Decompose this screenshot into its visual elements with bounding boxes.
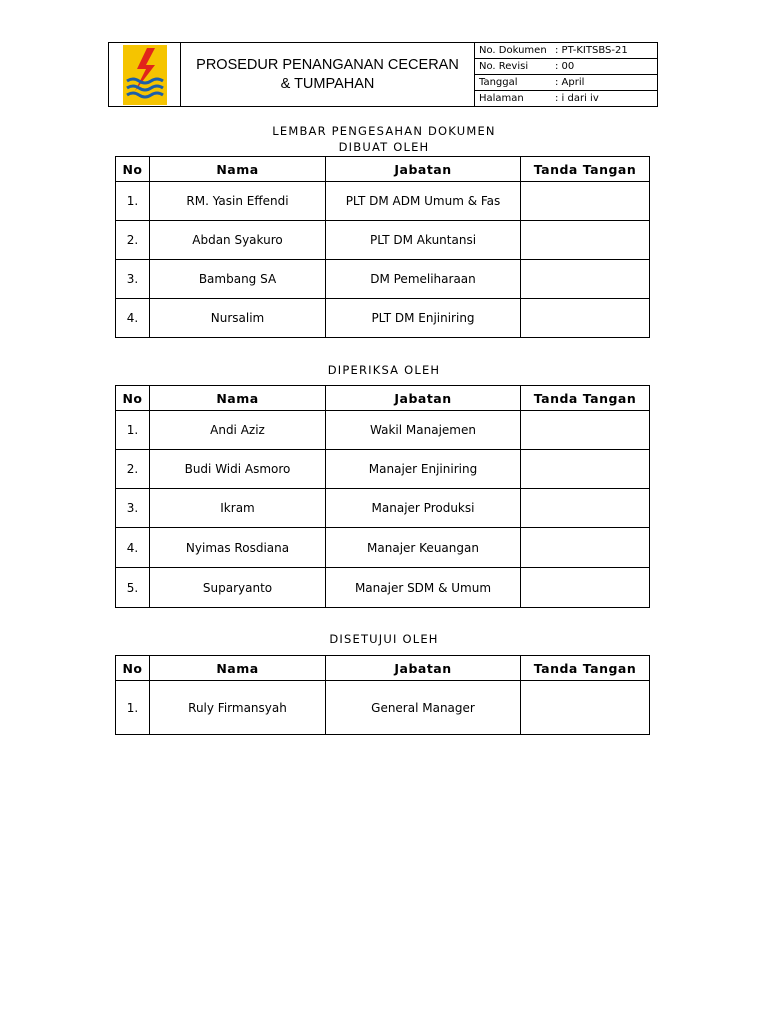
- cell-jabatan: Manajer Keuangan: [326, 528, 521, 568]
- cell-signature: [521, 528, 650, 568]
- cell-jabatan: PLT DM Enjiniring: [326, 299, 521, 338]
- section-title-dibuat: DIBUAT OLEH: [338, 140, 430, 154]
- table-row: [116, 182, 650, 221]
- col-header-nama: Nama: [150, 656, 326, 681]
- cell-signature: [521, 221, 650, 260]
- meta-label: Tanggal: [479, 77, 518, 88]
- col-header-no: No: [116, 656, 150, 681]
- section-title-disetujui: DISETUJUI OLEH: [329, 632, 439, 646]
- meta-label: No. Dokumen: [479, 45, 547, 56]
- cell-nama: Budi Widi Asmoro: [150, 450, 326, 489]
- col-header-tanda-tangan: Tanda Tangan: [521, 386, 650, 411]
- table-header-row: [116, 386, 650, 411]
- cell-no: 3.: [116, 260, 150, 299]
- cell-no: 2.: [116, 221, 150, 260]
- col-header-tanda-tangan: Tanda Tangan: [521, 157, 650, 182]
- cell-jabatan: PLT DM Akuntansi: [326, 221, 521, 260]
- page-title: LEMBAR PENGESAHAN DOKUMEN: [272, 124, 496, 138]
- cell-no: 1.: [116, 182, 150, 221]
- table-row: [116, 681, 650, 735]
- meta-value: : i dari iv: [555, 93, 599, 104]
- cell-signature: [521, 568, 650, 608]
- cell-nama: Abdan Syakuro: [150, 221, 326, 260]
- cell-no: 4.: [116, 299, 150, 338]
- cell-nama: Nyimas Rosdiana: [150, 528, 326, 568]
- document-header: [108, 42, 658, 107]
- logo-cell: [109, 43, 181, 106]
- cell-no: 1.: [116, 411, 150, 450]
- cell-no: 5.: [116, 568, 150, 608]
- meta-value: : 00: [555, 61, 575, 72]
- cell-nama: Andi Aziz: [150, 411, 326, 450]
- cell-nama: Ruly Firmansyah: [150, 681, 326, 735]
- signature-table-dibuat: [115, 156, 650, 338]
- cell-signature: [521, 411, 650, 450]
- table-header-row: [116, 656, 650, 681]
- meta-value: : April: [555, 77, 585, 88]
- cell-jabatan: DM Pemeliharaan: [326, 260, 521, 299]
- cell-jabatan: Manajer SDM & Umum: [326, 568, 521, 608]
- cell-jabatan: Wakil Manajemen: [326, 411, 521, 450]
- meta-row-tanggal: [475, 75, 657, 91]
- table-row: [116, 528, 650, 568]
- cell-no: 1.: [116, 681, 150, 735]
- cell-nama: RM. Yasin Effendi: [150, 182, 326, 221]
- pln-logo-icon: [123, 45, 167, 105]
- table-row: [116, 260, 650, 299]
- cell-no: 2.: [116, 450, 150, 489]
- cell-jabatan: PLT DM ADM Umum & Fas: [326, 182, 521, 221]
- table-row: [116, 489, 650, 528]
- cell-signature: [521, 182, 650, 221]
- meta-label: No. Revisi: [479, 61, 529, 72]
- table-row: [116, 299, 650, 338]
- cell-no: 3.: [116, 489, 150, 528]
- cell-nama: Bambang SA: [150, 260, 326, 299]
- meta-value: : PT-KITSBS-21: [555, 45, 628, 56]
- meta-label: Halaman: [479, 93, 524, 104]
- col-header-no: No: [116, 157, 150, 182]
- cell-jabatan: Manajer Produksi: [326, 489, 521, 528]
- meta-row-dokumen: [475, 43, 657, 59]
- cell-signature: [521, 681, 650, 735]
- signature-table-diperiksa: [115, 385, 650, 608]
- cell-jabatan: Manajer Enjiniring: [326, 450, 521, 489]
- cell-jabatan: General Manager: [326, 681, 521, 735]
- cell-signature: [521, 260, 650, 299]
- col-header-no: No: [116, 386, 150, 411]
- meta-row-halaman: [475, 91, 657, 106]
- table-row: [116, 221, 650, 260]
- col-header-jabatan: Jabatan: [326, 157, 521, 182]
- col-header-nama: Nama: [150, 386, 326, 411]
- table-header-row: [116, 157, 650, 182]
- document-meta: [475, 43, 657, 106]
- document-title: [181, 43, 475, 106]
- title-line-1: PROSEDUR PENANGANAN CECERAN: [196, 56, 459, 73]
- cell-nama: Ikram: [150, 489, 326, 528]
- cell-nama: Nursalim: [150, 299, 326, 338]
- cell-nama: Suparyanto: [150, 568, 326, 608]
- col-header-jabatan: Jabatan: [326, 386, 521, 411]
- table-row: [116, 411, 650, 450]
- cell-signature: [521, 299, 650, 338]
- cell-signature: [521, 450, 650, 489]
- signature-table-disetujui: [115, 655, 650, 735]
- col-header-nama: Nama: [150, 157, 326, 182]
- title-line-2: & TUMPAHAN: [280, 75, 375, 92]
- section-title-diperiksa: DIPERIKSA OLEH: [327, 363, 441, 377]
- cell-no: 4.: [116, 528, 150, 568]
- meta-row-revisi: [475, 59, 657, 75]
- table-row: [116, 568, 650, 608]
- col-header-jabatan: Jabatan: [326, 656, 521, 681]
- col-header-tanda-tangan: Tanda Tangan: [521, 656, 650, 681]
- cell-signature: [521, 489, 650, 528]
- table-row: [116, 450, 650, 489]
